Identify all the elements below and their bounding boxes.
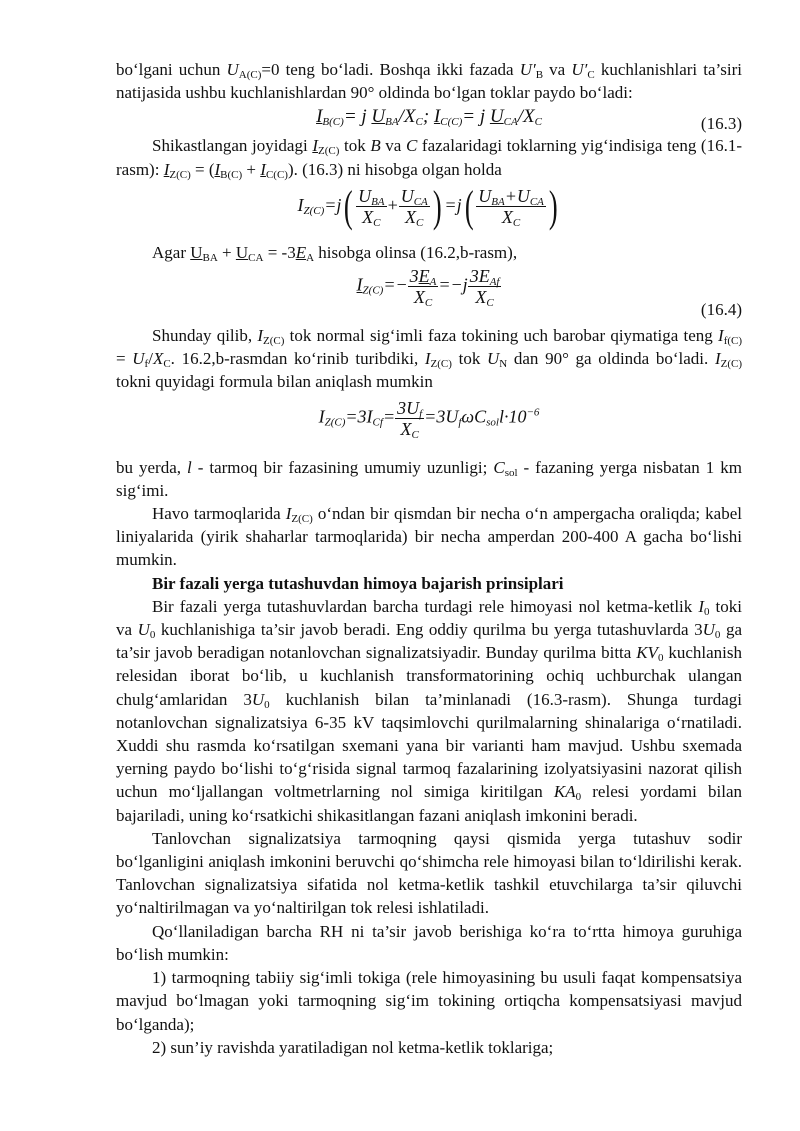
paragraph-5: bu yerda, l - tarmoq bir fazasining umumiy uzunligi; $C_{sol}$ - fazaning yerga nisbatan 1 km sig‘imi. [116, 457, 742, 500]
equation-final-body: $I_{Z(C)}=3I_{Cf}=$ $\frac{3U_f}{X_C}$ $=3U_f\omega C_{sol}l\cdot 10^{-6}$ [318, 397, 540, 441]
equation-sum-body: $I_{Z(C)}=j$( $\frac{U_{BA}}{X_C}$ + $\frac{U_{CA}}{X_C}$ ) =j( $\frac{U_{BA}+U_{CA}}{X_C}$ ) [297, 181, 558, 231]
equation-16-4-body: $I_{Z(C)}=-$ $\frac{3E_A}{X_C}$ =−j $\frac{3E_{Af}}{X_C}$ [356, 266, 500, 310]
equation-16-3 [116, 104, 742, 134]
paragraph-11: 2) sun’iy ravishda yaratiladigan nol ketma-ketlik toklariga; [152, 1037, 554, 1057]
paragraph-2: Shikastlangan joyidagi $I_{Z(C)}$ tok B va C fazalaridagi toklarning yig‘indisiga teng (16.1-rasm): $I_{Z(C)} = (I_{B(C)} + I_{C(C)})$. (16.3) ni hisobga olgan holda [116, 136, 742, 181]
paragraph-9: Qo‘llaniladigan barcha RH ni ta’sir javob berishiga ko‘ra to‘rtta himoya guruhiga bo‘lish mumkin: [116, 921, 742, 964]
equation-16-3-number: (16.3) [700, 114, 742, 134]
paragraph-3: Agar $U_{BA} + U_{CA} = -3E_A$ hisobga olinsa (16.2,b-rasm), [152, 242, 518, 264]
paragraph-4: Shunday qilib, $I_{Z(C)}$ tok normal sig‘imli faza tokining uch barobar qiymatiga teng $I_{f(C)} = U_f/X_C$. 16.2,b-rasmdan ko‘rinib turibdiki, $I_{Z(C)}$ tok $U_N$ dan 90° ga oldinda bo‘ladi. $I_{Z(C)}$ tokni quyidagi formula bilan aniqlash mumkin [116, 326, 743, 392]
paragraph-1: bo‘lgani uchun $U_{A(C)}=0$ teng bo‘ladi. Boshqa ikki fazada $U'_B$ va $U'_C$ kuchlanishlari ta’siri natijasida ushbu kuchlanishlardan 90° oldinda bo‘lgan toklar paydo bo‘ladi: [116, 60, 742, 103]
document-page [116, 58, 742, 1059]
section-heading: Bir fazali yerga tutashuvdan himoya bajarish prinsiplari [152, 573, 564, 593]
equation-16-4 [116, 264, 742, 324]
equation-16-4-number: (16.4) [700, 300, 742, 320]
paragraph-6: Havo tarmoqlarida $I_{Z(C)}$ o‘ndan bir qismdan bir necha o‘n ampergacha oraliqda; kabel liniyalarida (yirik shaharlar tarmoqlarida) bir necha amperdan 200-400 A gacha bo‘lishi mumkin. [116, 504, 742, 570]
paragraph-8: Tanlovchan signalizatsiya tarmoqning qaysi qismida yerga tutashuv sodir bo‘lganligini aniqlash imkonini beruvchi qo‘shimcha rele himoyasi bilan to‘ldirilishi kerak. Tanlovchan signalizatsiya sifatida nol ketma-ketlik tashkil etuvchilarga ta’sir qiluvchi yo‘naltirilmagan va yo‘naltirilgan tok relesi ishlatiladi. [116, 828, 742, 918]
equation-sum [116, 181, 742, 241]
paragraph-7: Bir fazali yerga tutashuvlardan barcha turdagi rele himoyasi nol ketma-ketlik $I_0$ toki va $U_0$ kuchlanishiga ta’sir javob beradi. Eng oddiy qurilma bu yerga tutashuvlarda $3U_0$ ga ta’sir javob beradigan notanlovchan signalizatsiyadir. Bunday qurilma bitta $KV_0$ kuchlanish relesidan iborat bo‘lib, u kuchlanish transformatorining ochiq uchburchak ulangan chulg‘amlaridan $3U_0$ kuchlanish bilan ta’minlanadi (16.3-rasm). Shunga turdagi notanlovchan signalizatsiya 6-35 kV taqsimlovchi qurilmalarning shinalariga o‘rnatiladi. Xuddi shu rasmda ko‘rsatilgan sxemani yana bir varianti ham mavjud. Ushbu sxemada yerning paydo bo‘lishi to‘g‘risida signal tarmoq fazalarining izolyatsiyasini nazorat qilish uchun mo‘ljallangan voltmetrlarning nol simiga kiritilgan $KA_0$ relesi yordami bilan bajariladi, uning ko‘rsatkichi shikasitlangan fazani aniqlash imkonini beradi. [116, 596, 742, 825]
equation-16-3-body: $I_{B(C)}= j$ $U_{BA}/X_C$; $I_{C(C)}= j$ $U_{CA}/X_C$ [316, 106, 542, 129]
equation-final [116, 394, 742, 456]
paragraph-10: 1) tarmoqning tabiiy sig‘imli tokiga (rele himoyasining bu usuli faqat kompensatsiya mavjud bo‘lmagan yoki tarmoqning sig‘im tokining ortiqcha kompensatsiyasi mavjud bo‘lganda); [116, 968, 742, 1034]
